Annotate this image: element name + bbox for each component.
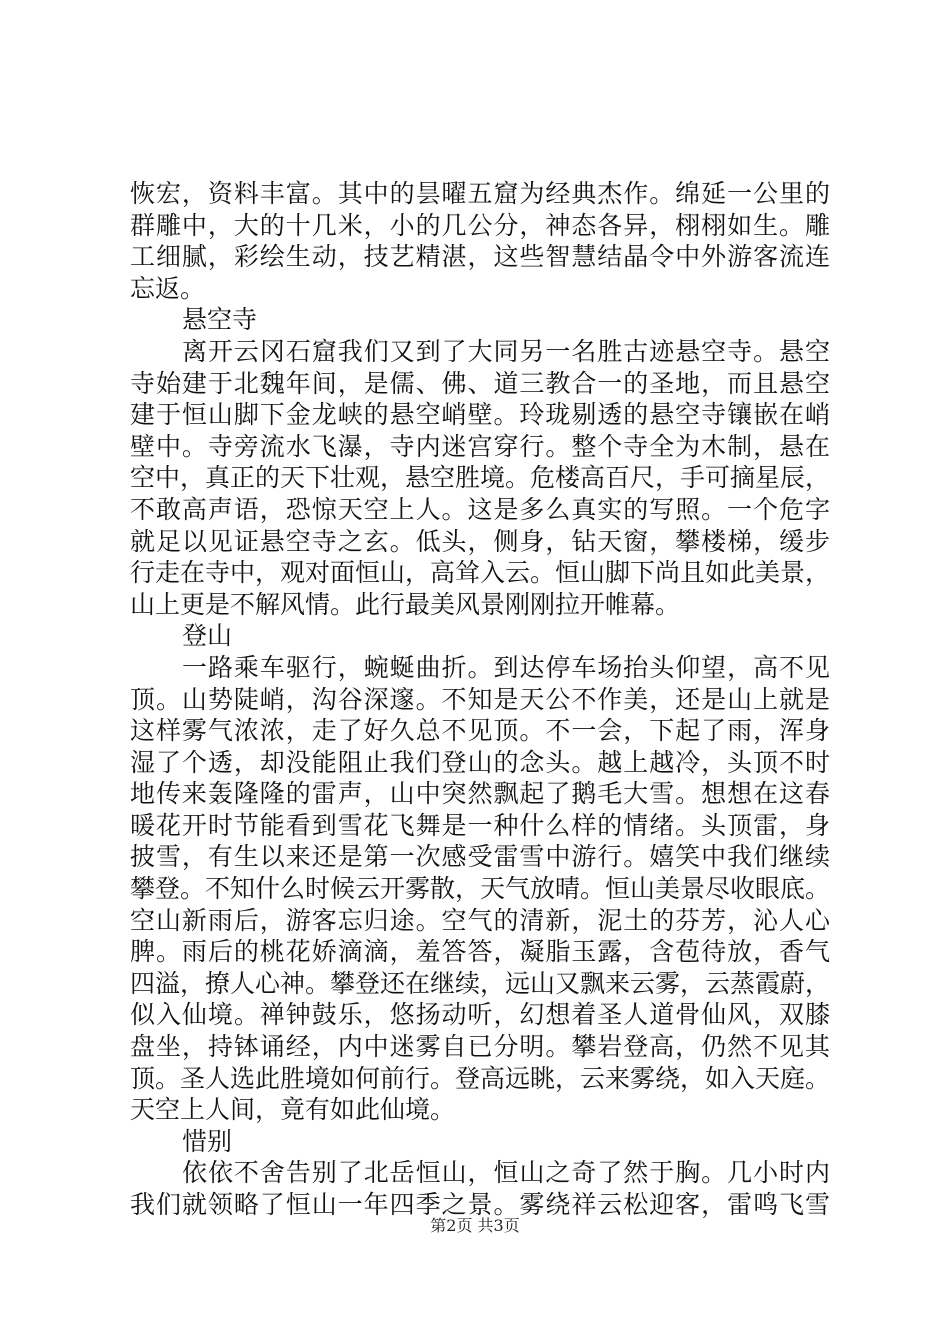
text-line: 盘坐，持钵诵经，内中迷雾自已分明。攀岩登高，仍然不见其 xyxy=(130,1032,830,1062)
text-line: 寺始建于北魏年间，是儒、佛、道三教合一的圣地，而且悬空 xyxy=(130,368,830,398)
section-heading: 悬空寺 xyxy=(182,305,258,335)
text-line: 攀登。不知什么时候云开雾散，天气放晴。恒山美景尽收眼底。 xyxy=(130,874,831,904)
text-line: 依依不舍告别了北岳恒山，恒山之奇了然于胸。几小时内 xyxy=(182,1158,830,1188)
body-text xyxy=(130,178,830,1221)
text-line: 顶。山势陡峭，沟谷深邃。不知是天公不作美，还是山上就是 xyxy=(130,684,830,714)
text-line: 似入仙境。禅钟鼓乐，悠扬动听，幻想着圣人道骨仙风，双膝 xyxy=(130,1000,830,1030)
section-heading: 登山 xyxy=(182,621,233,651)
text-line: 恢宏，资料丰富。其中的昙曜五窟为经典杰作。绵延一公里的 xyxy=(130,179,830,208)
text-line: 湿了个透，却没能阻止我们登山的念头。越上越冷，头顶不时 xyxy=(130,747,830,777)
text-line: 离开云冈石窟我们又到了大同另一名胜古迹悬空寺。悬空 xyxy=(182,336,830,366)
page-number-footer: 第2页 共3页 xyxy=(430,1216,520,1235)
text-line: 一路乘车驱行，蜿蜒曲折。到达停车场抬头仰望，高不见 xyxy=(182,652,830,682)
text-line: 我们就领略了恒山一年四季之景。雾绕祥云松迎客，雷鸣飞雪 xyxy=(130,1190,830,1219)
text-line: 山上更是不解风情。此行最美风景刚刚拉开帷幕。 xyxy=(130,589,681,619)
text-line: 忘返。 xyxy=(130,273,206,303)
text-line: 四溢，撩人心神。攀登还在继续，远山又飘来云雾，云蒸霞蔚， xyxy=(130,968,831,998)
text-line: 壁中。寺旁流水飞瀑，寺内迷宫穿行。整个寺全为木制，悬在 xyxy=(130,431,830,461)
text-line: 行走在寺中，观对面恒山，高耸入云。恒山脚下尚且如此美景， xyxy=(130,558,831,588)
text-line: 地传来轰隆隆的雷声，山中突然飘起了鹅毛大雪。想想在这春 xyxy=(130,779,830,809)
text-line: 这样雾气浓浓，走了好久总不见顶。不一会，下起了雨，浑身 xyxy=(130,716,830,746)
text-line: 群雕中，大的十几米，小的几公分，神态各异，栩栩如生。雕 xyxy=(130,210,830,240)
text-line: 不敢高声语，恐惊天空上人。这是多么真实的写照。一个危字 xyxy=(130,494,830,524)
text-line: 建于恒山脚下金龙峡的悬空峭壁。玲珑剔透的悬空寺镶嵌在峭 xyxy=(130,400,830,430)
text-line: 空山新雨后，游客忘归途。空气的清新，泥土的芬芳，沁人心 xyxy=(130,905,830,935)
section-heading: 惜别 xyxy=(182,1126,233,1156)
text-line: 顶。圣人选此胜境如何前行。登高远眺，云来雾绕，如入天庭。 xyxy=(130,1063,831,1093)
text-line: 披雪，有生以来还是第一次感受雷雪中游行。嬉笑中我们继续 xyxy=(130,842,830,872)
text-line: 天空上人间，竟有如此仙境。 xyxy=(130,1095,456,1125)
text-line: 空中，真正的天下壮观，悬空胜境。危楼高百尺，手可摘星辰， xyxy=(130,463,831,493)
text-line: 工细腻，彩绘生动，技艺精湛，这些智慧结晶令中外游客流连 xyxy=(130,242,830,272)
text-line: 就足以见证悬空寺之玄。低头，侧身，钻天窗，攀楼梯，缓步 xyxy=(130,526,830,556)
text-line: 脾。雨后的桃花娇滴滴，羞答答，凝脂玉露，含苞待放，香气 xyxy=(130,937,830,967)
text-line: 暖花开时节能看到雪花飞舞是一种什么样的情绪。头顶雷，身 xyxy=(130,810,830,840)
